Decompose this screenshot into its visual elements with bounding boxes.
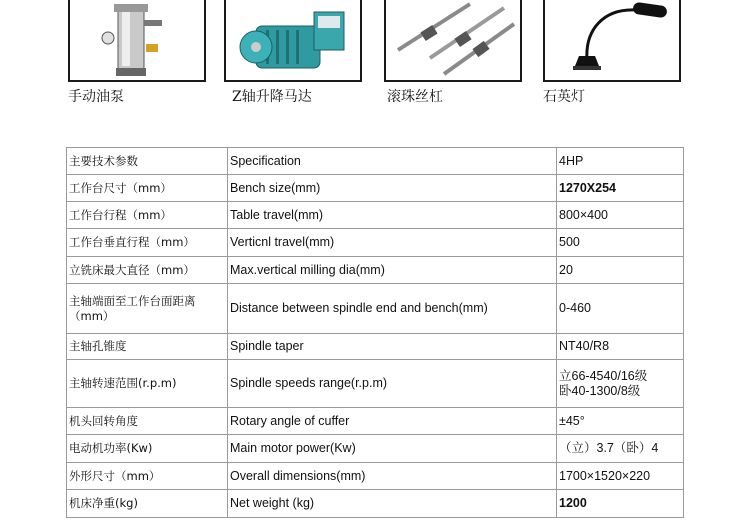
param-value: 20 bbox=[557, 257, 684, 284]
param-value: 1700×1520×220 bbox=[557, 463, 684, 490]
table-row bbox=[67, 463, 684, 490]
param-name-zh: 主轴孔锥度 bbox=[67, 334, 228, 360]
table-row bbox=[67, 229, 684, 257]
param-name-zh: 主轴转速范围(r.p.m) bbox=[67, 360, 228, 408]
part-caption: Z轴升降马达 bbox=[232, 89, 312, 105]
param-value: 0-460 bbox=[557, 284, 684, 334]
part-caption: 滚珠丝杠 bbox=[387, 89, 443, 105]
param-name-en: Verticnl travel(mm) bbox=[228, 229, 557, 257]
table-row bbox=[67, 284, 684, 334]
param-name-zh: 主要技术参数 bbox=[67, 148, 228, 175]
param-name-zh-line2: （mm） bbox=[69, 308, 115, 323]
param-name-en: Distance between spindle end and bench(mm) bbox=[228, 284, 557, 334]
param-name-en: Table travel(mm) bbox=[228, 202, 557, 229]
motor-photo bbox=[224, 0, 362, 82]
table-row bbox=[67, 334, 684, 360]
param-name-en: Rotary angle of cuffer bbox=[228, 408, 557, 435]
param-name-zh: 立铣床最大直径（mm） bbox=[67, 257, 228, 284]
table-row bbox=[67, 257, 684, 284]
oil-pump-icon bbox=[70, 0, 204, 80]
param-value-line1: 立66-4540/16级 bbox=[559, 368, 648, 383]
param-value: 500 bbox=[557, 229, 684, 257]
work-lamp-icon bbox=[545, 0, 679, 80]
param-value-line2: 卧40-1300/8级 bbox=[559, 383, 641, 398]
param-name-zh bbox=[67, 284, 228, 334]
table-row bbox=[67, 202, 684, 229]
param-value: 1270X254 bbox=[557, 175, 684, 202]
param-name-en: Net weight (kg) bbox=[228, 490, 557, 518]
param-name-zh: 工作台行程（mm） bbox=[67, 202, 228, 229]
table-row bbox=[67, 490, 684, 518]
table-row bbox=[67, 175, 684, 202]
ball-screw-icon bbox=[386, 0, 520, 80]
param-name-en: Spindle speeds range(r.p.m) bbox=[228, 360, 557, 408]
param-name-zh: 工作台尺寸（mm） bbox=[67, 175, 228, 202]
ball-screw-photo bbox=[384, 0, 522, 82]
oil-pump-photo bbox=[68, 0, 206, 82]
lamp-photo bbox=[543, 0, 681, 82]
param-name-zh: 外形尺寸（mm） bbox=[67, 463, 228, 490]
param-name-en: Main motor power(Kw) bbox=[228, 435, 557, 463]
table-row bbox=[67, 148, 684, 175]
param-name-en: Max.vertical milling dia(mm) bbox=[228, 257, 557, 284]
table-row bbox=[67, 408, 684, 435]
param-value: NT40/R8 bbox=[557, 334, 684, 360]
param-name-en: Overall dimensions(mm) bbox=[228, 463, 557, 490]
param-name-zh-line1: 主轴端面至工作台面距离 bbox=[69, 293, 196, 308]
param-name-zh: 机床净重(kg) bbox=[67, 490, 228, 518]
param-value: ±45° bbox=[557, 408, 684, 435]
param-value bbox=[557, 360, 684, 408]
param-name-zh: 机头回转角度 bbox=[67, 408, 228, 435]
part-caption: 石英灯 bbox=[543, 89, 585, 105]
param-name-en: Spindle taper bbox=[228, 334, 557, 360]
part-caption: 手动油泵 bbox=[68, 89, 124, 105]
param-value: 800×400 bbox=[557, 202, 684, 229]
param-name-zh: 工作台垂直行程（mm） bbox=[67, 229, 228, 257]
param-name-en: Specification bbox=[228, 148, 557, 175]
param-value: 4HP bbox=[557, 148, 684, 175]
motor-icon bbox=[226, 0, 360, 80]
table-row bbox=[67, 360, 684, 408]
param-value: 1200 bbox=[557, 490, 684, 518]
param-name-zh: 电动机功率(Kw) bbox=[67, 435, 228, 463]
table-row bbox=[67, 435, 684, 463]
param-name-en: Bench size(mm) bbox=[228, 175, 557, 202]
spec-table bbox=[66, 147, 684, 518]
param-value: （立）3.7（卧）4 bbox=[557, 435, 684, 463]
